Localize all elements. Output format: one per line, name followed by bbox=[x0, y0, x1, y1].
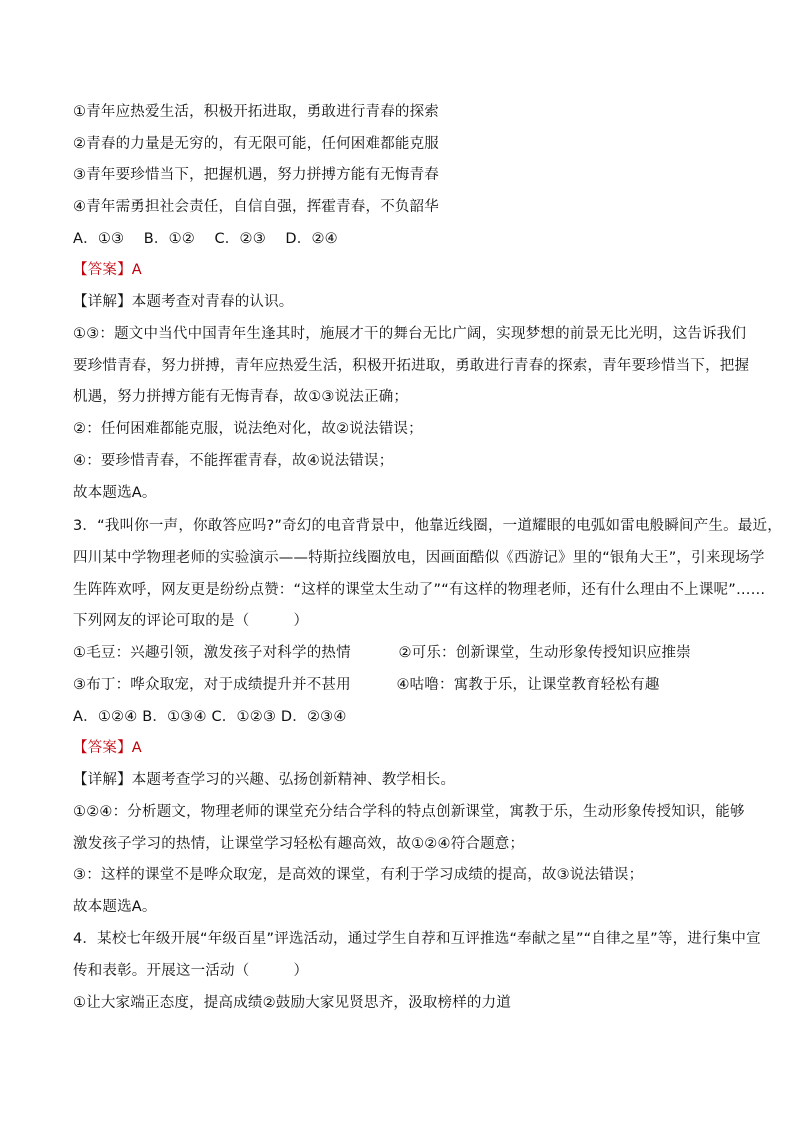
q3-option-2: ②可乐：创新课堂，生动形象传授知识应推崇 bbox=[398, 645, 691, 661]
option-3-line: ③青年要珍惜当下，把握机遇，努力拼搏方能有无悔青春 bbox=[73, 167, 439, 183]
option-2-line: ②青春的力量是无穷的，有无限可能，任何困难都能克服 bbox=[73, 136, 439, 152]
explanation-line: ③：这样的课堂不是哗众取宠，是高效的课堂，有利于学习成绩的提高，故③说法错误； bbox=[73, 867, 644, 883]
question-3-options-row-1 bbox=[73, 643, 733, 663]
question-4-option: ①让大家端正态度，提高成绩②鼓励大家见贤思齐，汲取榜样的力道 bbox=[73, 995, 511, 1011]
question-3-choices: A．①②④ B．①③④ C．①②③ D．②③④ bbox=[73, 709, 347, 725]
q3-option-1: ①毛豆：兴趣引领，激发孩子对科学的热情 bbox=[73, 645, 351, 661]
explanation-line: ①③：题文中当代中国青年生逢其时，施展才干的舞台无比广阔，实现梦想的前景无比光明，这告诉我们 bbox=[73, 326, 747, 342]
conclusion-line: 故本题选A。 bbox=[73, 899, 157, 915]
question-3-stem: 生阵阵欢呼，网友更是纷纷点赞：“这样的课堂太生动了”“有这样的物理老师，还有什么理由不上课呢”…… bbox=[73, 582, 766, 598]
explanation-heading: 【详解】本题考查对青春的认识。 bbox=[73, 294, 294, 310]
question-4-stem: 传和表彰。开展这一活动（ ） bbox=[73, 963, 309, 979]
option-4-line: ④青年需勇担社会责任，自信自强，挥霍青春，不负韶华 bbox=[73, 199, 439, 215]
explanation-heading: 【详解】本题考查学习的兴趣、弘扬创新精神、教学相长。 bbox=[73, 772, 456, 788]
option-1-line: ①青年应热爱生活，积极开拓进取，勇敢进行青春的探索 bbox=[73, 104, 439, 120]
explanation-line: 激发孩子学习的热情，让课堂学习轻松有趣高效，故①②④符合题意； bbox=[73, 836, 525, 852]
explanation-line: 要珍惜青春，努力拼搏，青年应热爱生活，积极开拓进取，勇敢进行青春的探索，青年要珍惜当下，把握 bbox=[73, 358, 750, 374]
q3-option-3: ③布丁：哗众取宠，对于成绩提升并不甚用 bbox=[73, 677, 351, 693]
answer-label: 【答案】A bbox=[73, 740, 142, 756]
question-4-stem: 4．某校七年级开展“年级百星”评选活动，通过学生自荐和互评推选“奉献之星”“自律之星”等，进行集中宣 bbox=[73, 931, 761, 947]
question-3-stem: 四川某中学物理老师的实验演示——特斯拉线圈放电，因画面酷似《西游记》里的“银角大王”，引来现场学 bbox=[73, 550, 765, 566]
question-3-options-row-2 bbox=[73, 675, 733, 695]
explanation-line: ②：任何困难都能克服，说法绝对化，故②说法错误； bbox=[73, 421, 423, 437]
q3-option-4: ④咕噜：寓教于乐，让课堂教育轻松有趣 bbox=[396, 677, 660, 693]
explanation-line: ①②④：分析题文，物理老师的课堂充分结合学科的特点创新课堂，寓教于乐，生动形象传授知识，能够 bbox=[73, 804, 745, 820]
conclusion-line: 故本题选A。 bbox=[73, 485, 157, 501]
explanation-line: 机遇，努力拼搏方能有无悔青春，故①③说法正确； bbox=[73, 389, 409, 405]
explanation-line: ④：要珍惜青春，不能挥霍青春，故④说法错误； bbox=[73, 453, 394, 469]
answer-label: 【答案】A bbox=[73, 262, 142, 278]
choices-line: A．①③ B．①② C．②③ D．②④ bbox=[73, 231, 338, 247]
question-3-prompt: 下列网友的评论可取的是（ ） bbox=[73, 613, 309, 629]
question-3-stem: 3．“我叫你一声，你敢答应吗?”奇幻的电音背景中，他靠近线圈，一道耀眼的电弧如雷电般瞬间产生。最近， bbox=[73, 518, 782, 534]
